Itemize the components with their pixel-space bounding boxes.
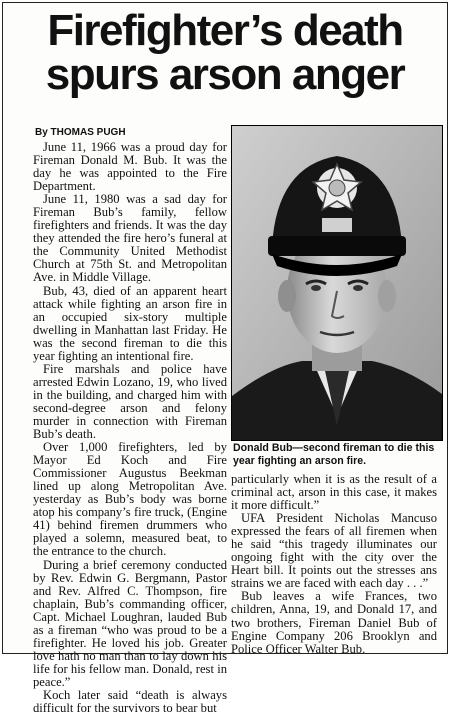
paragraph-7: Koch later said “death is always difficult for the survivors to bear but xyxy=(33,687,227,715)
headline-line-1: Firefighter’s death xyxy=(47,6,403,55)
headline-line-2: spurs arson anger xyxy=(45,50,405,99)
paragraph-10: Bub leaves a wife Frances, two children, Anna, 19, and Donald 17, and two brothers, Fireman Daniel Bub of Engine Company 206 Brooklyn and Police Officer Walter Bub. xyxy=(231,589,437,656)
paragraph-9: UFA President Nicholas Mancuso expressed the fears of all firemen when he said “this tragedy illuminates our ongoing fight with the city over the Heart bill. It points out the stresses ans strains we are faced with each day . . .” xyxy=(231,511,437,591)
article-column-2 xyxy=(231,472,437,656)
firefighter-portrait-illustration xyxy=(232,126,442,440)
paragraph-6: During a brief ceremony conducted by Rev. Edwin G. Bergmann, Pastor and Rev. Alfred C. Thompson, fire chaplain, Bub’s commanding officer, Capt. Michael Loughran, lauded Bub as a fireman “who was proud to be a firefighter. He loved his job. Greater love hath no man than to lay down his life for his fellow man. Donald, rest in peace.” xyxy=(33,557,227,689)
photo-caption: Donald Bub—second fireman to die this year fighting an arson fire. xyxy=(233,442,435,467)
paragraph-4: Fire marshals and police have arrested Edwin Lozano, 19, who lived in the building, and charged him with second-degree arson and felony murder in connection with Fireman Bub’s death. xyxy=(33,361,227,442)
paragraph-1: June 11, 1966 was a proud day for Fireman Donald M. Bub. It was the day he was appointed to the Fire Department. xyxy=(33,140,227,194)
headline xyxy=(3,6,447,99)
paragraph-8: particularly when it is as the result of a criminal act, arson in this case, it makes it more difficult.” xyxy=(231,472,437,513)
paragraph-5: Over 1,000 firefighters, led by Mayor Ed Koch and Fire Commissioner Augustus Beekman lined up along Metropolitan Ave. yesterday as Bub’s body was borne atop his company’s fire truck, (Engine 41) behind firemen drummers who played a solemn, measured beat, to the entrance to the church. xyxy=(33,440,227,559)
byline: By THOMAS PUGH xyxy=(35,127,126,138)
article-column-1 xyxy=(33,140,227,715)
paragraph-3: Bub, 43, died of an apparent heart attack while fighting an arson fire in an occupied six-story multiple dwelling in Manhattan last Friday. He was the second fireman to die this year fighting an intentional fire. xyxy=(33,283,227,363)
newspaper-clipping xyxy=(2,2,448,715)
portrait-photo xyxy=(231,125,443,441)
paragraph-2: June 11, 1980 was a sad day for Fireman Bub’s family, fellow firefighters and friends. It was the day they attended the fire hero’s funeral at the Community United Methodist Church at 75th St. and Metropolitan Ave. in Middle Village. xyxy=(33,192,227,285)
